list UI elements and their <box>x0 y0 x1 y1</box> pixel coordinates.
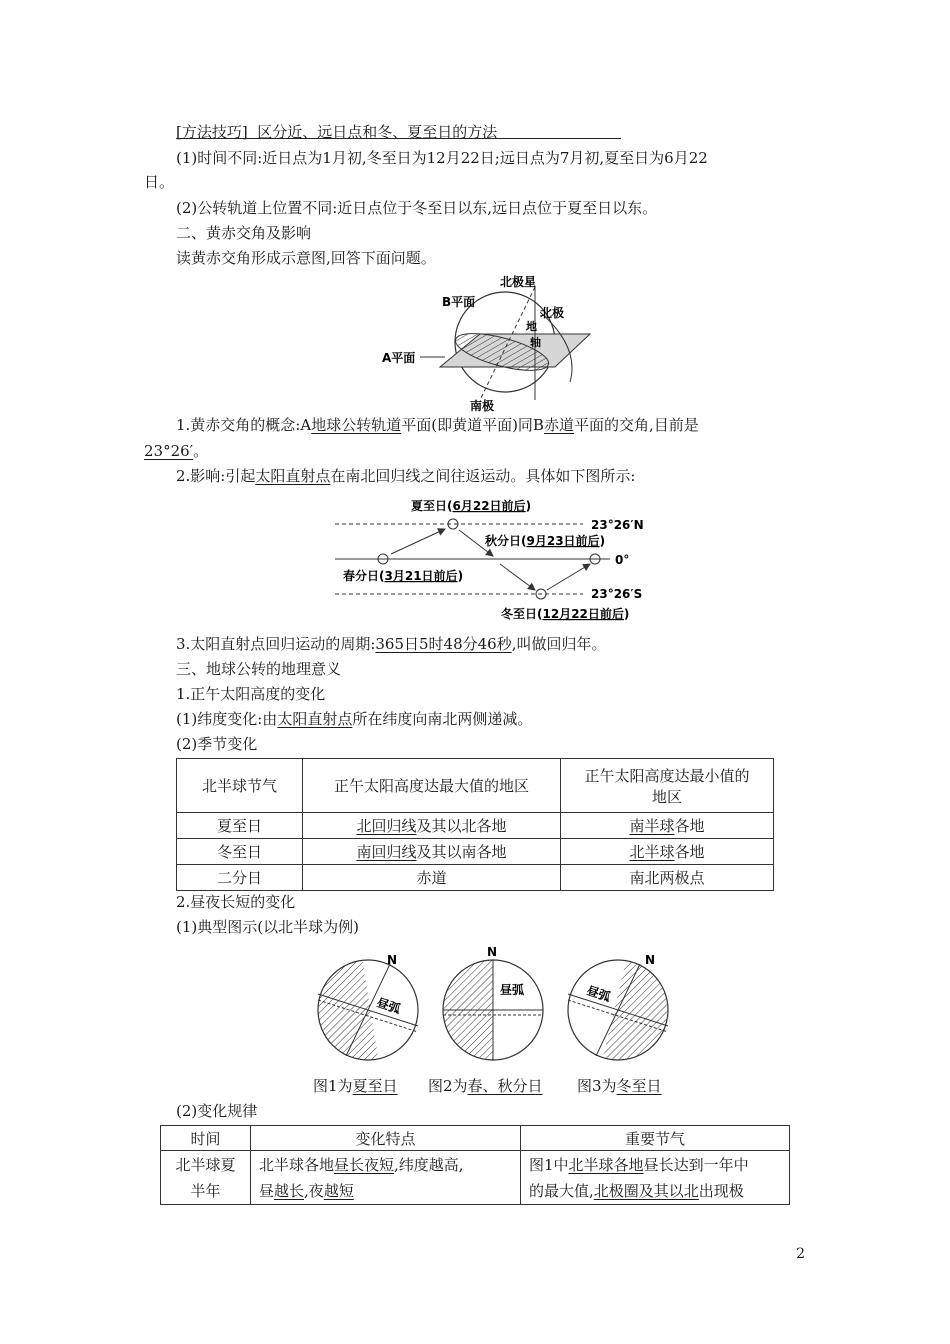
caption-1 <box>313 1075 398 1096</box>
method-p1-cont: 日。 <box>144 173 175 191</box>
table-row <box>177 813 774 839</box>
table1-cell: 二分日 <box>177 865 303 891</box>
caption-3-answer: 冬至日 <box>616 1077 662 1095</box>
polaris-label: 北极星 <box>500 275 537 289</box>
lat-s-label: 23°26′S <box>591 587 643 601</box>
table1-cell <box>561 813 774 839</box>
table1-answer: 南半球 <box>629 817 675 835</box>
method-p2: (2)公转轨道上位置不同:近日点位于冬至日以东,远日点位于夏至日以东。 <box>176 199 658 217</box>
globe3-arc-label: 昼弧 <box>585 983 613 1005</box>
table1-cell <box>303 813 561 839</box>
latitude-change <box>176 709 532 729</box>
item1-answer-orbit: 地球公转轨道 <box>311 416 402 434</box>
item3-text-b: ,叫做回归年。 <box>511 635 607 653</box>
globe1-arc-label: 昼弧 <box>375 995 403 1017</box>
globe2-n-label: N <box>487 945 498 959</box>
axis-label-2: 轴 <box>530 336 541 349</box>
day-night-diagrams <box>310 944 680 1070</box>
table2-answer: 北半球各地 <box>568 1155 644 1174</box>
lat-n-label: 23°26′N <box>591 518 644 532</box>
method-title: 区分近、远日点和冬、夏至日的方法 <box>257 123 498 141</box>
table2-text: 的最大值, <box>529 1181 594 1200</box>
table1-text: 各地 <box>674 817 705 835</box>
table1-text: 赤道 <box>416 869 447 887</box>
item1-answer-equator: 赤道 <box>543 416 574 434</box>
table2-cell <box>521 1151 790 1205</box>
caption-1-text: 图1为 <box>313 1077 353 1095</box>
table1-cell <box>303 839 561 865</box>
page-number: 2 <box>796 1246 805 1262</box>
axis-label-1: 地 <box>526 320 537 333</box>
lat-text-a: (1)纬度变化:由 <box>176 710 278 728</box>
table1-cell: 夏至日 <box>177 813 303 839</box>
table2-cell <box>161 1151 251 1205</box>
item3 <box>176 634 607 654</box>
item2-answer: 太阳直射点 <box>255 467 331 485</box>
table1-text: 及其以北各地 <box>416 817 507 835</box>
caption-1-answer: 夏至日 <box>352 1077 398 1095</box>
table-row <box>161 1151 790 1205</box>
section2-title: 二、黄赤交角及影响 <box>176 224 312 242</box>
table2-text: 出现极 <box>698 1181 744 1200</box>
a-plane-label: A平面 <box>382 351 416 365</box>
table2-answer: 北极圈及其以北 <box>593 1181 699 1200</box>
summer-label: 夏至日(6月22日前后) <box>411 499 532 513</box>
table2-text: 昼 <box>259 1181 275 1200</box>
table1-text: 南北两极点 <box>629 869 705 887</box>
lat-answer: 太阳直射点 <box>277 710 353 728</box>
table2-answer: 越长 <box>274 1181 305 1200</box>
item1-answer-angle: 23°26′ <box>144 442 194 460</box>
typical-figures: (1)典型图示(以北半球为例) <box>176 918 359 936</box>
table2-text: 北半球各地 <box>259 1155 335 1174</box>
table1-cell <box>561 839 774 865</box>
caption-3 <box>577 1075 662 1096</box>
table1-cell: 冬至日 <box>177 839 303 865</box>
caption-2 <box>428 1075 543 1096</box>
south-pole-label: 南极 <box>470 399 495 412</box>
table1-header-3a: 正午太阳高度达最小值的 <box>584 766 750 785</box>
table1-answer: 南回归线 <box>356 843 417 861</box>
table2-header-2: 变化特点 <box>251 1126 521 1151</box>
item1 <box>176 415 699 435</box>
table2-text: 北半球夏 <box>175 1155 236 1174</box>
table2-answer: 越短 <box>323 1181 354 1200</box>
noon-altitude-table <box>176 758 774 891</box>
globe-equinox <box>443 945 543 1060</box>
table1-header-3 <box>561 759 774 813</box>
method-p1: (1)时间不同:近日点为1月初,冬至日为12月22日;远日点为7月初,夏至日为6月22 <box>176 149 708 167</box>
section3-sub2: 2.昼夜长短的变化 <box>176 893 296 911</box>
caption-2-answer: 春、秋分日 <box>467 1077 543 1095</box>
change-rule: (2)变化规律 <box>176 1102 258 1120</box>
caption-2-text: 图2为 <box>428 1077 468 1095</box>
subsolar-migration-diagram <box>335 494 675 624</box>
globe1-n-label: N <box>387 953 398 967</box>
table2-text: 半年 <box>190 1181 221 1200</box>
obliquity-diagram <box>380 272 610 412</box>
item1-text-d: 。 <box>193 442 209 460</box>
day-length-table <box>160 1125 790 1205</box>
method-heading <box>176 122 497 142</box>
lat-0-label: 0° <box>615 553 630 567</box>
globe2-arc-label: 昼弧 <box>500 983 525 997</box>
item1-cont <box>144 441 208 461</box>
north-pole-label: 北极 <box>540 306 565 320</box>
item1-text-a: 1.黄赤交角的概念:A <box>176 416 312 434</box>
table2-text: 昼长达到一年中 <box>643 1155 749 1174</box>
table2-header-3: 重要节气 <box>521 1126 790 1151</box>
table1-answer: 北回归线 <box>356 817 417 835</box>
table1-text: 及其以南各地 <box>416 843 507 861</box>
table2-text: ,纬度越高, <box>394 1155 464 1174</box>
b-plane-label: B平面 <box>442 295 476 309</box>
table2-text: 图1中 <box>529 1155 569 1174</box>
item2-text-b: 在南北回归线之间往返运动。具体如下图所示: <box>330 467 636 485</box>
item3-answer: 365日5时48分46秒 <box>375 635 512 653</box>
method-tag: [方法技巧] <box>176 123 248 141</box>
lat-text-b: 所在纬度向南北两侧递减。 <box>352 710 533 728</box>
item1-text-c: 平面的交角,目前是 <box>573 416 699 434</box>
section2-intro: 读黄赤交角形成示意图,回答下面问题。 <box>176 249 436 267</box>
table1-text: 各地 <box>674 843 705 861</box>
spring-label: 春分日(3月21日前后) <box>343 569 464 583</box>
globe3-n-label: N <box>645 953 656 967</box>
table1-header-1: 北半球节气 <box>177 759 303 813</box>
caption-3-text: 图3为 <box>577 1077 617 1095</box>
winter-label: 冬至日(12月22日前后) <box>501 607 630 621</box>
table2-text: ,夜 <box>304 1181 324 1200</box>
section3-sub1: 1.正午太阳高度的变化 <box>176 685 326 703</box>
autumn-label: 秋分日(9月23日前后) <box>485 534 606 548</box>
table-row <box>177 865 774 891</box>
table1-answer: 北半球 <box>629 843 675 861</box>
season-change: (2)季节变化 <box>176 735 258 753</box>
section3-title: 三、地球公转的地理意义 <box>176 660 342 678</box>
globe-summer <box>310 944 418 1070</box>
table1-cell <box>303 865 561 891</box>
globe-winter <box>568 944 680 1070</box>
table2-header-1: 时间 <box>161 1126 251 1151</box>
table1-cell <box>561 865 774 891</box>
table2-cell <box>251 1151 521 1205</box>
item2-text-a: 2.影响:引起 <box>176 467 256 485</box>
item3-text-a: 3.太阳直射点回归运动的周期: <box>176 635 376 653</box>
table1-header-2: 正午太阳高度达最大值的地区 <box>303 759 561 813</box>
table-row <box>177 839 774 865</box>
method-underline <box>176 138 621 139</box>
item2 <box>176 466 635 486</box>
item1-text-b: 平面(即黄道平面)同B <box>401 416 544 434</box>
table2-answer: 昼长夜短 <box>334 1155 395 1174</box>
table1-header-3b: 地区 <box>651 787 682 806</box>
